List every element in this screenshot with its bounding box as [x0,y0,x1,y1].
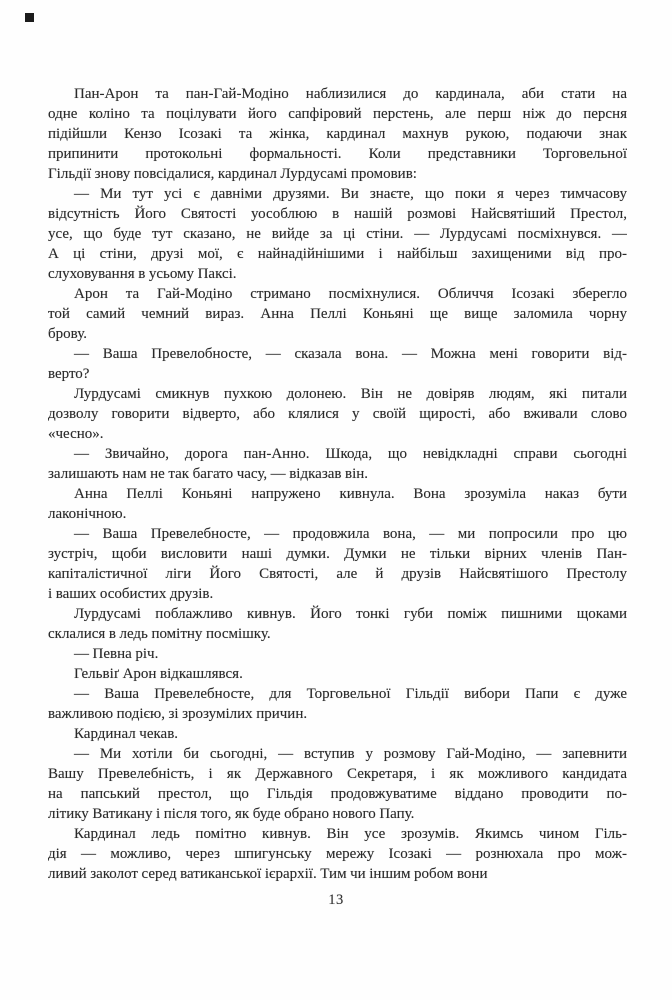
text-line: лаконічною. [48,506,127,522]
text-line: дозволу говорити відверто, або клялися у своїй щирості, або вживали слово [48,406,627,422]
text-line: брову. [48,326,87,342]
text-line: той самий чемний вираз. Анна Пеллі Коньяні ще вище заломила чорну [48,306,627,322]
paragraph [48,384,627,444]
paragraph [48,724,627,744]
text-line: — Певна річ. [74,646,159,662]
text-line: Кардинал ледь помітно кивнув. Він усе зрозумів. Якимсь чином Гіль- [74,826,627,842]
text-line: Лурдусамі поблажливо кивнув. Його тонкі губи поміж пишними щоками [74,606,627,622]
paragraph [48,744,627,824]
text-line: залишають нам не так багато часу, — відказав він. [48,466,369,482]
text-line: Анна Пеллі Коньяні напружено кивнула. Вона зрозуміла наказ бути [74,486,627,502]
text-line: літику Ватикану і після того, як буде обрано нового Папу. [48,806,415,822]
paragraph [48,444,627,484]
paragraph [48,664,627,684]
text-line: Арон та Гай-Модіно стримано посміхнулися. Обличчя Ісозакі зберегло [74,286,627,302]
text-line: Лурдусамі смикнув пухкою долонею. Він не довіряв людям, які питали [74,386,627,402]
paragraph [48,484,627,524]
text-line: ливий заколот серед ватиканської ієрархії. Тим чи іншим робом вони [48,866,488,882]
paragraph [48,524,627,604]
paragraph [48,604,627,644]
text-line: капіталістичної ліги Його Святості, але й друзів Найсвятішого Престолу [48,566,627,582]
text-line: Гільдії знову повсідалися, кардинал Лурдусамі промовив: [48,166,417,182]
text-line: — Ваша Превелебносте, — продовжила вона, — ми попросили про цю [74,526,627,542]
text-line: Гельвіґ Арон відкашлявся. [74,666,243,682]
paragraph [48,684,627,724]
text-line: склалися в ледь помітну посмішку. [48,626,271,642]
paragraph [48,644,627,664]
text-line: Пан-Арон та пан-Гай-Модіно наблизилися до кардинала, аби стати на [74,86,627,102]
page-number: 13 [328,892,344,908]
text-line: припинити протокольні формальності. Коли представники Торговельної [48,146,627,162]
text-line: одне коліно та поцілувати його сапфіровий перстень, але перш ніж до персня [48,106,627,122]
text-line: — Ми хотіли би сьогодні, — вступив у розмову Гай-Модіно, — запевнити [74,746,627,762]
paragraph [48,184,627,284]
page-text-block [48,84,627,884]
scan-artifact-mark [25,13,34,22]
text-line: Кардинал чекав. [74,726,179,742]
text-line: — Ваша Превелобносте, — сказала вона. — Можна мені говорити від- [74,346,627,362]
text-line: Вашу Превелебність, і як Державного Секретаря, і як можливого кандидата [48,766,627,782]
text-line: слуховування в усьому Паксі. [48,266,237,282]
text-line: на папський престол, що Гільдія продовжуватиме віддано проводити по- [48,786,627,802]
text-line: і ваших особистих друзів. [48,586,214,602]
paragraph [48,344,627,384]
text-line: «чесно». [48,426,104,442]
text-line: — Ваша Превелебносте, для Торговельної Гільдії вибори Папи є дуже [74,686,627,702]
paragraph [48,84,627,184]
text-line: дія — можливо, через шпигунську мережу Ісозакі — рознюхала про мож- [48,846,627,862]
text-line: відсутність Його Святості уособлюю в нашій розмові Найсвятіший Престол, [48,206,627,222]
paragraph [48,284,627,344]
text-line: усе, що буде тут сказано, не вийде за ці стіни. — Лурдусамі посміхнувся. — [48,226,627,242]
text-line: зустріч, щоби висловити наші думки. Думки не тільки вірних членів Пан- [48,546,627,562]
text-line: — Ми тут усі є давніми друзями. Ви знаєте, що поки я через тимчасову [74,186,627,202]
text-line: — Звичайно, дорога пан-Анно. Шкода, що невідкладні справи сьогодні [74,446,627,462]
text-line: А ці стіни, друзі мої, є найнадійнішими і найбільш захищеними від про- [48,246,627,262]
paragraph [48,824,627,884]
text-line: підійшли Кензо Ісозакі та жінка, кардинал махнув рукою, подаючи знак [48,126,627,142]
text-line: важливою подією, зі зрозумілих причин. [48,706,308,722]
text-line: верто? [48,366,90,382]
